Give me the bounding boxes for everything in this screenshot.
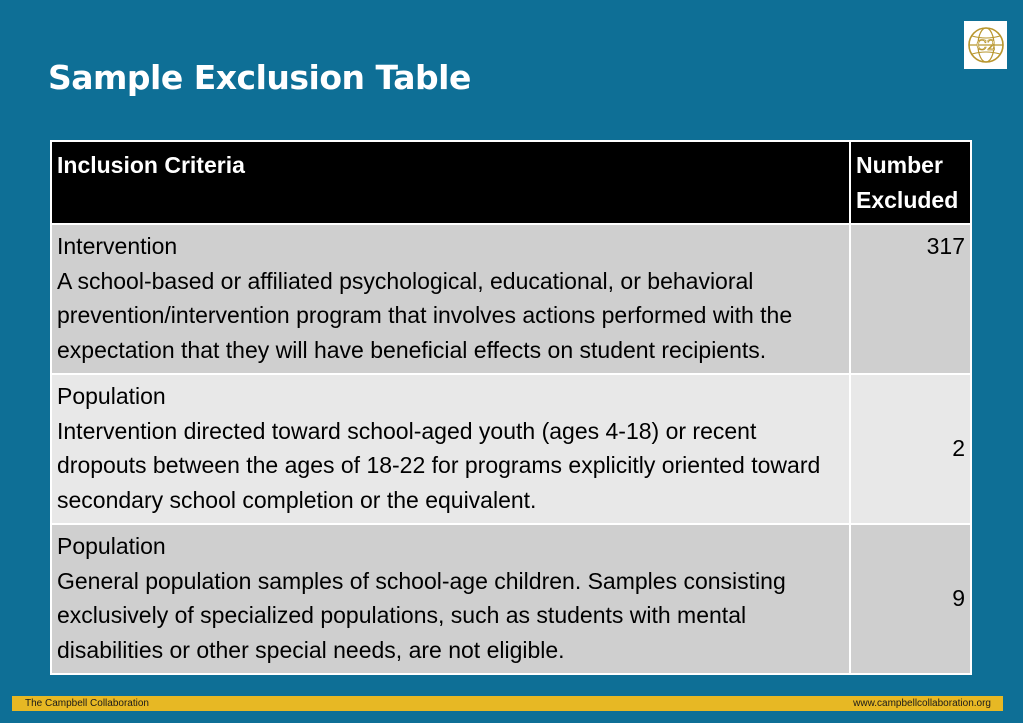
exclusion-table-container bbox=[50, 140, 972, 675]
criteria-cell bbox=[51, 374, 850, 524]
header-number-excluded bbox=[850, 141, 971, 224]
excluded-count: 317 bbox=[850, 224, 971, 374]
header-number-line1: Number bbox=[856, 152, 943, 178]
table-row-population-general bbox=[51, 524, 971, 674]
table-header-row bbox=[51, 141, 971, 224]
table-row-population-age bbox=[51, 374, 971, 524]
excluded-count: 9 bbox=[850, 524, 971, 674]
table-row-intervention bbox=[51, 224, 971, 374]
campbell-logo bbox=[964, 21, 1007, 69]
footer-bar bbox=[12, 696, 1003, 711]
globe-c2-icon bbox=[966, 25, 1006, 65]
criteria-category: Population bbox=[57, 533, 166, 559]
criteria-category: Intervention bbox=[57, 233, 178, 259]
exclusion-table bbox=[50, 140, 972, 675]
slide-title: Sample Exclusion Table bbox=[48, 58, 471, 97]
footer-organization: The Campbell Collaboration bbox=[25, 698, 149, 709]
svg-text:C2: C2 bbox=[975, 38, 996, 54]
criteria-cell bbox=[51, 224, 850, 374]
criteria-category: Population bbox=[57, 383, 166, 409]
header-number-line2: Excluded bbox=[856, 186, 959, 213]
criteria-description: A school-based or affiliated psychological, educational, or behavioral prevention/intervention program that involves actions performed with the expectation that they will have beneficial effects on student recipients. bbox=[57, 267, 793, 363]
criteria-description: General population samples of school-age children. Samples consisting exclusively of specialized populations, such as students with mental disabilities or other special needs, are not eligible. bbox=[57, 567, 786, 663]
footer-website: www.campbellcollaboration.org bbox=[853, 698, 991, 709]
criteria-description: Intervention directed toward school-aged youth (ages 4-18) or recent dropouts between the ages of 18-22 for programs explicitly oriented toward secondary school completion or the equivalent. bbox=[57, 417, 821, 513]
excluded-count: 2 bbox=[850, 374, 971, 524]
header-inclusion-criteria: Inclusion Criteria bbox=[51, 141, 850, 224]
criteria-cell bbox=[51, 524, 850, 674]
